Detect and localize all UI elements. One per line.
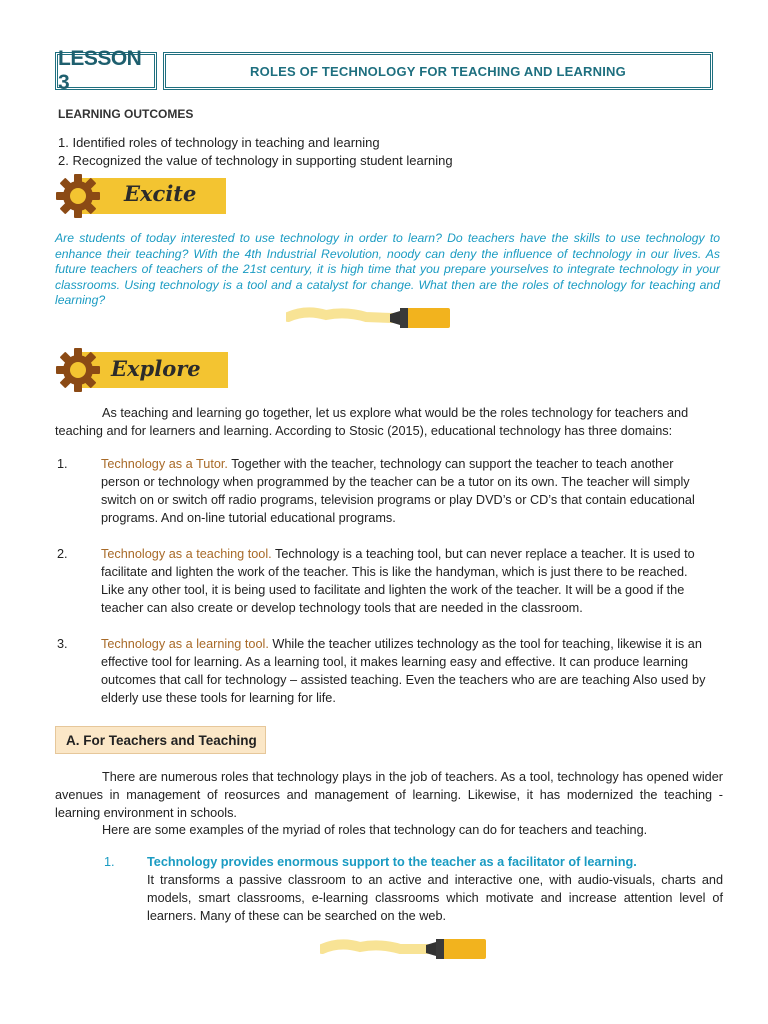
- item-number: 1.: [104, 855, 115, 869]
- explore-intro: As teaching and learning go together, let us explore what would be the roles technology for teachers and teaching and for learners and learning. According to Stosic (2015), educational technology has three domains:: [55, 406, 689, 438]
- section-a-heading: A. For Teachers and Teaching: [55, 726, 266, 754]
- explore-item: [101, 635, 713, 707]
- outcome-item: 1. Identified roles of technology in teaching and learning: [58, 135, 380, 150]
- item-text: Technology is a teaching tool, but can never replace a teacher. It is used to facilitate and lighten the work of the teacher. This is like the handyman, which is just there to be reached. Like any other tool, it is being used to facilitate and lighten the work of the teacher. It will be a good if the teacher can also create or develop technology tools that are needed in the classroom.: [101, 547, 695, 615]
- lesson-title: ROLES OF TECHNOLOGY FOR TEACHING AND LEARNING: [163, 52, 713, 90]
- excite-label: Excite: [124, 181, 197, 206]
- item-title: Technology as a learning tool.: [101, 637, 269, 651]
- gear-icon: [54, 172, 102, 220]
- explore-item: [101, 545, 713, 617]
- item-title: Technology provides enormous support to the teacher as a facilitator of learning.: [147, 855, 637, 869]
- item-number: 3.: [57, 637, 68, 651]
- outcomes-heading: LEARNING OUTCOMES: [58, 107, 194, 121]
- item-title: Technology as a Tutor.: [101, 457, 228, 471]
- item-number: 1.: [57, 457, 68, 471]
- item-text: It transforms a passive classroom to an active and interactive one, with audio-visuals, charts and models, smart classrooms, e-learning classrooms which motivate and increase attention level of learners. Many of these can be searched on the web.: [147, 873, 723, 923]
- lesson-label: LESSON 3: [55, 52, 157, 90]
- gear-icon: [54, 346, 102, 394]
- outcome-item: 2. Recognized the value of technology in supporting student learning: [58, 153, 453, 168]
- item-text: Together with the teacher, technology can support the teacher to teach another person or technology when programmed by the teacher can be a tutor on its own. The teacher will simply switch on or switch off radio programs, television programs or play DVD’s or CD’s that contain educational programs. And on-line tutorial educational programs.: [101, 457, 695, 525]
- explore-label: Explore: [111, 356, 201, 381]
- excite-text: Are students of today interested to use technology in order to learn? Do teachers have the skills to use technology to enhance their teaching? With the 4th Industrial Revolution, noody can deny the influence of technology in our lives. As future teachers of teachers of the 21st century, it is high time that you prepare yourselves to integrate technology in your classrooms. Using technology is a tool and a catalyst for change. What then are the roles of technology for teaching and learning?: [55, 231, 720, 307]
- section-a-item: [147, 853, 723, 925]
- item-title: Technology as a teaching tool.: [101, 547, 272, 561]
- item-text: While the teacher utilizes technology as the tool for teaching, likewise it is an effective tool for learning. As a learning tool, it makes learning easy and effective. It can produce learning outcomes that call for technology – assisted teaching. Even the teachers who are are teaching Also used by elderly use these tools for learning for life.: [101, 637, 706, 705]
- explore-item: [101, 455, 713, 527]
- item-number: 2.: [57, 547, 68, 561]
- highlighter-icon: [286, 303, 452, 333]
- section-a-para: There are numerous roles that technology plays in the job of teachers. As a tool, technology has opened wider avenues in management of reosurces and management of learning. Likewise, it has modernized the teaching - learning environment in schools.: [55, 770, 723, 820]
- highlighter-icon: [320, 934, 488, 964]
- section-a-para: Here are some examples of the myriad of roles that technology can do for teachers and teaching.: [102, 823, 648, 837]
